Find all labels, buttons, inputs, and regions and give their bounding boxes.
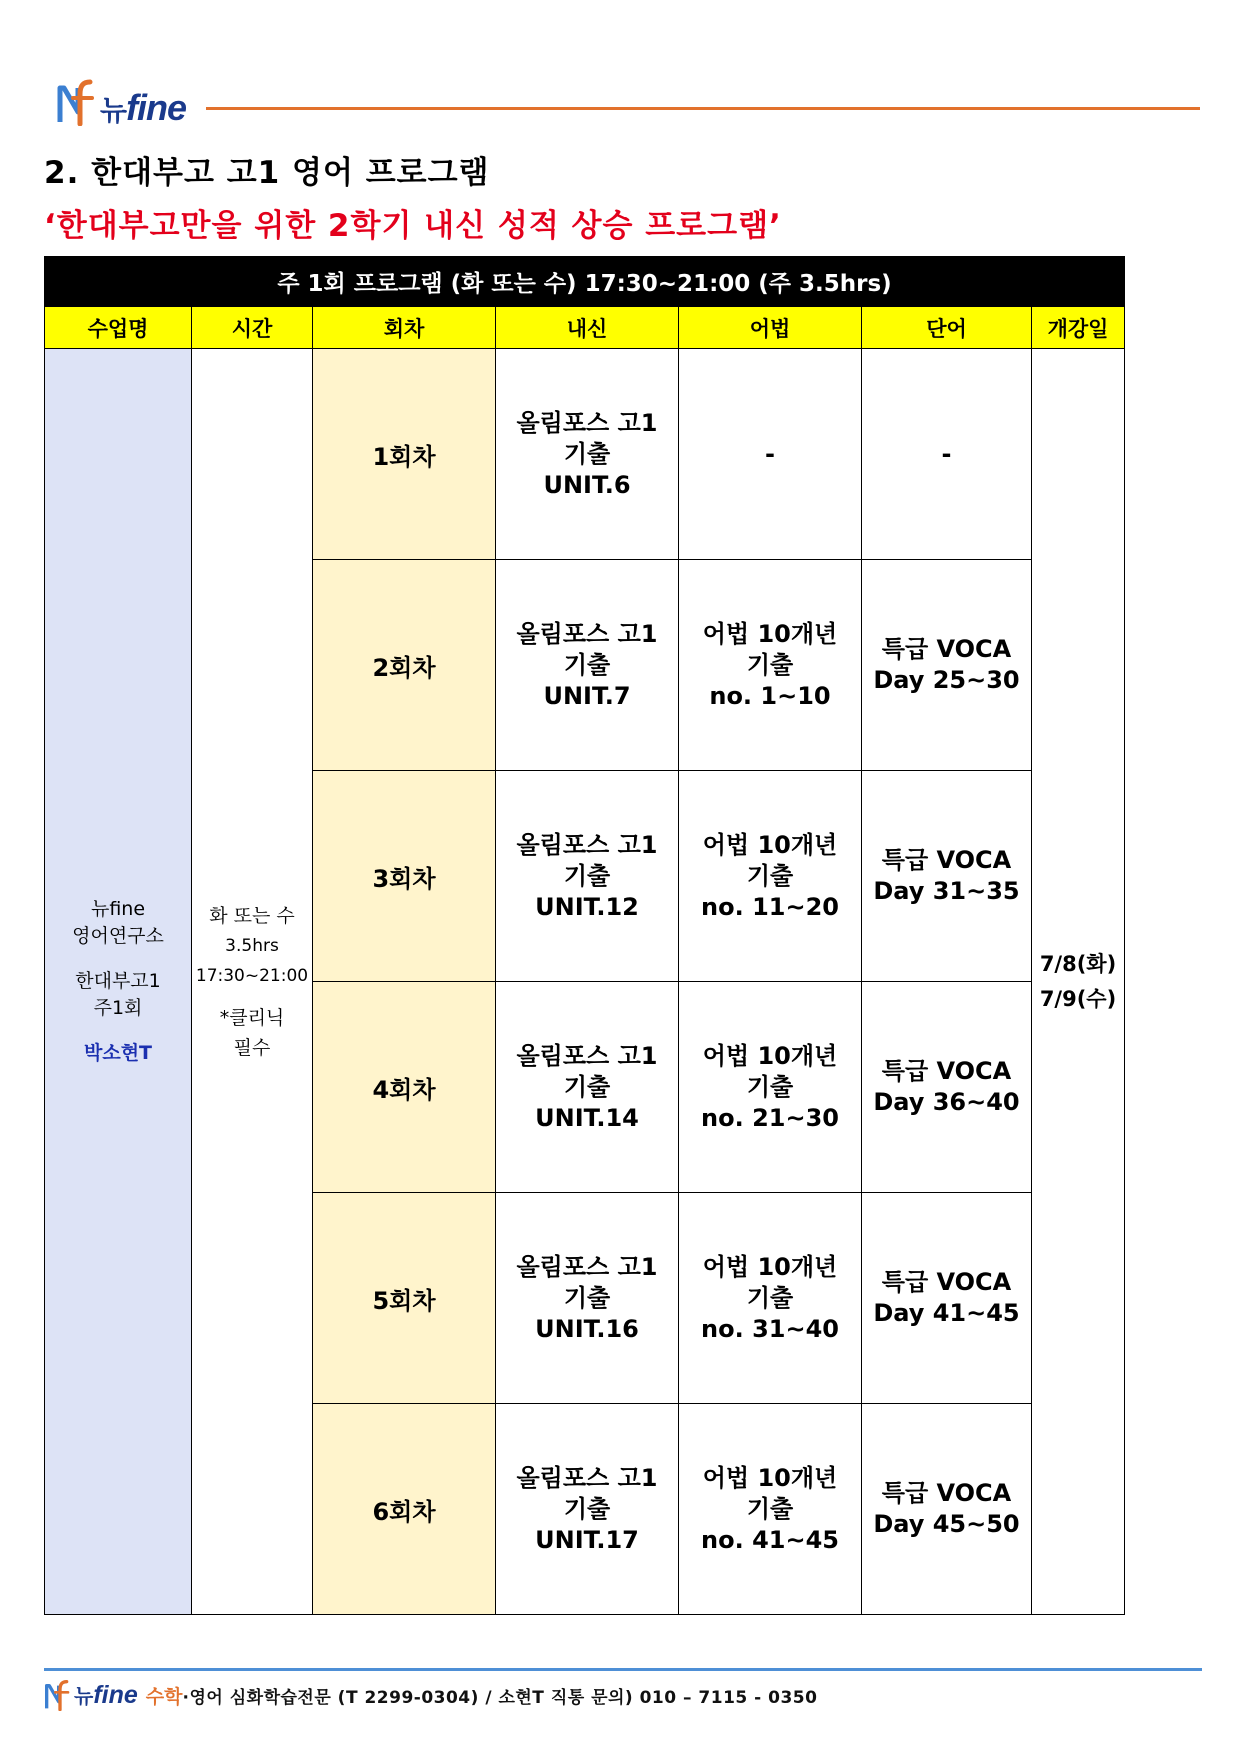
grammar-type: 기출 bbox=[746, 861, 794, 890]
grammar-type: 기출 bbox=[746, 650, 794, 679]
column-header-row bbox=[45, 307, 1125, 349]
naesin-book: 올림포스 고1 bbox=[516, 408, 658, 437]
nf-logo-icon bbox=[56, 78, 98, 126]
grammar-cell bbox=[679, 1404, 862, 1615]
naesin-book: 올림포스 고1 bbox=[516, 1463, 658, 1492]
round-label: 3회차 bbox=[313, 771, 496, 982]
naesin-book: 올림포스 고1 bbox=[516, 1252, 658, 1281]
time-cell bbox=[192, 349, 313, 1615]
naesin-cell bbox=[496, 349, 679, 560]
naesin-type: 기출 bbox=[563, 1072, 611, 1101]
grammar-book: 어법 10개년 bbox=[702, 1463, 838, 1492]
grammar-book: 어법 10개년 bbox=[702, 830, 838, 859]
logo-latin: fine bbox=[126, 87, 187, 128]
vocab-range: Day 41~45 bbox=[873, 1299, 1020, 1327]
grammar-range: no. 31~40 bbox=[701, 1314, 839, 1343]
footer-wordmark bbox=[74, 1680, 138, 1710]
naesin-type: 기출 bbox=[563, 861, 611, 890]
grammar-type: 기출 bbox=[746, 1072, 794, 1101]
grammar-range: no. 1~10 bbox=[709, 681, 831, 710]
table-banner-row bbox=[45, 257, 1125, 307]
grammar-range: no. 21~30 bbox=[701, 1103, 839, 1132]
vocab-cell bbox=[862, 771, 1032, 982]
col-header-open-date: 개강일 bbox=[1032, 307, 1125, 349]
time-clinic-required: 필수 bbox=[233, 1036, 271, 1059]
naesin-type: 기출 bbox=[563, 1494, 611, 1523]
footer-logo-korean: 뉴 bbox=[74, 1686, 94, 1708]
vocab-range: Day 45~50 bbox=[873, 1510, 1020, 1538]
col-header-vocab: 단어 bbox=[862, 307, 1032, 349]
grammar-cell bbox=[679, 771, 862, 982]
course-school: 한대부고1 bbox=[75, 970, 161, 992]
vocab-book: 특급 VOCA bbox=[881, 1057, 1012, 1085]
vocab-cell bbox=[862, 1404, 1032, 1615]
naesin-type: 기출 bbox=[563, 1283, 611, 1312]
vocab-range: Day 25~30 bbox=[873, 666, 1020, 694]
round-label: 2회차 bbox=[313, 560, 496, 771]
naesin-unit: UNIT.16 bbox=[535, 1314, 639, 1343]
footer bbox=[44, 1678, 817, 1712]
grammar-empty: - bbox=[765, 439, 775, 468]
grammar-type: 기출 bbox=[746, 1494, 794, 1523]
naesin-unit: UNIT.17 bbox=[535, 1525, 639, 1554]
round-label: 4회차 bbox=[313, 982, 496, 1193]
footer-subject: 수학 bbox=[145, 1685, 183, 1708]
course-frequency: 주1회 bbox=[93, 997, 143, 1019]
vocab-empty: - bbox=[941, 439, 952, 468]
naesin-cell bbox=[496, 1193, 679, 1404]
vocab-cell bbox=[862, 560, 1032, 771]
grammar-cell bbox=[679, 982, 862, 1193]
naesin-type: 기출 bbox=[563, 650, 611, 679]
open-date-wed: 7/9(수) bbox=[1039, 986, 1117, 1011]
grammar-cell bbox=[679, 1193, 862, 1404]
grammar-cell bbox=[679, 560, 862, 771]
open-date-cell bbox=[1032, 349, 1125, 1615]
schedule-table bbox=[44, 256, 1125, 1615]
naesin-book: 올림포스 고1 bbox=[516, 1041, 658, 1070]
naesin-book: 올림포스 고1 bbox=[516, 830, 658, 859]
course-brand: 뉴fine bbox=[90, 898, 146, 920]
time-day: 화 또는 수 bbox=[209, 904, 295, 927]
vocab-book: 특급 VOCA bbox=[881, 1268, 1012, 1296]
round-label: 1회차 bbox=[313, 349, 496, 560]
vocab-range: Day 36~40 bbox=[873, 1088, 1020, 1116]
col-header-round: 회차 bbox=[313, 307, 496, 349]
naesin-unit: UNIT.14 bbox=[535, 1103, 639, 1132]
time-range: 17:30~21:00 bbox=[195, 965, 309, 986]
section-title: 2. 한대부고 고1 영어 프로그램 bbox=[44, 155, 490, 191]
course-teacher: 박소현T bbox=[83, 1042, 153, 1064]
brand-logo bbox=[56, 78, 186, 126]
table-row bbox=[45, 349, 1125, 560]
naesin-cell bbox=[496, 1404, 679, 1615]
grammar-cell bbox=[679, 349, 862, 560]
vocab-book: 특급 VOCA bbox=[881, 635, 1012, 663]
nf-logo-small-icon bbox=[44, 1679, 72, 1711]
naesin-unit: UNIT.7 bbox=[543, 681, 631, 710]
footer-contact-info: ·영어 심화학습전문 (T 2299-0304) / 소현T 직통 문의) 010 – 7115 - 0350 bbox=[182, 1687, 818, 1708]
vocab-cell bbox=[862, 982, 1032, 1193]
vocab-cell bbox=[862, 349, 1032, 560]
round-label: 5회차 bbox=[313, 1193, 496, 1404]
naesin-type: 기출 bbox=[563, 439, 611, 468]
grammar-type: 기출 bbox=[746, 1283, 794, 1312]
logo-korean: 뉴 bbox=[100, 95, 127, 126]
naesin-cell bbox=[496, 771, 679, 982]
grammar-book: 어법 10개년 bbox=[702, 619, 838, 648]
header-divider bbox=[206, 107, 1200, 110]
time-clinic-note: *클리닉 bbox=[219, 1006, 285, 1029]
vocab-cell bbox=[862, 1193, 1032, 1404]
naesin-unit: UNIT.6 bbox=[543, 470, 631, 499]
grammar-range: no. 41~45 bbox=[701, 1525, 839, 1554]
footer-divider bbox=[44, 1668, 1202, 1671]
vocab-range: Day 31~35 bbox=[873, 877, 1020, 905]
round-label: 6회차 bbox=[313, 1404, 496, 1615]
col-header-naesin: 내신 bbox=[496, 307, 679, 349]
program-banner: 주 1회 프로그램 (화 또는 수) 17:30~21:00 (주 3.5hrs) bbox=[45, 257, 1125, 307]
footer-logo-latin: fine bbox=[93, 1681, 138, 1709]
grammar-range: no. 11~20 bbox=[701, 892, 839, 921]
col-header-grammar: 어법 bbox=[679, 307, 862, 349]
open-date-tue: 7/8(화) bbox=[1039, 951, 1117, 976]
naesin-cell bbox=[496, 560, 679, 771]
program-subtitle: ‘한대부고만을 위한 2학기 내신 성적 상승 프로그램’ bbox=[44, 208, 782, 244]
course-cell bbox=[45, 349, 192, 1615]
naesin-cell bbox=[496, 982, 679, 1193]
grammar-book: 어법 10개년 bbox=[702, 1041, 838, 1070]
vocab-book: 특급 VOCA bbox=[881, 1479, 1012, 1507]
col-header-course: 수업명 bbox=[45, 307, 192, 349]
col-header-time: 시간 bbox=[192, 307, 313, 349]
time-hours: 3.5hrs bbox=[225, 935, 279, 956]
logo-wordmark bbox=[100, 87, 187, 128]
naesin-book: 올림포스 고1 bbox=[516, 619, 658, 648]
naesin-unit: UNIT.12 bbox=[535, 892, 639, 921]
vocab-book: 특급 VOCA bbox=[881, 846, 1012, 874]
course-institute: 영어연구소 bbox=[72, 925, 164, 947]
grammar-book: 어법 10개년 bbox=[702, 1252, 838, 1281]
